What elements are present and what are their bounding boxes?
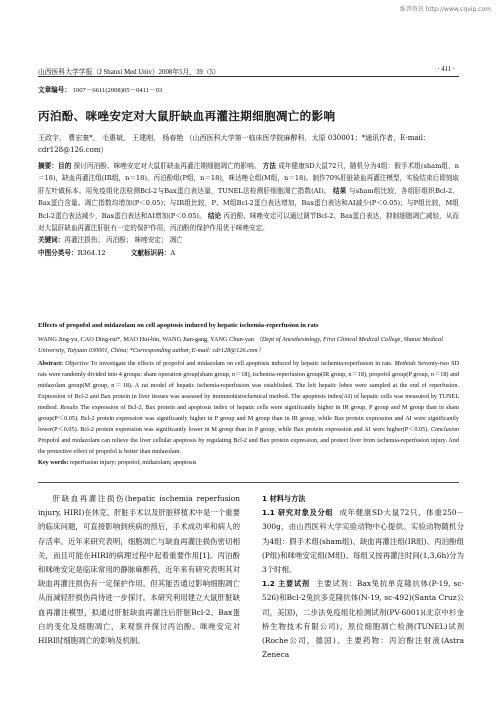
page-number: · 411 · xyxy=(437,66,455,73)
english-keywords-text: reperfusion injury; propofol; midazolam; apoptosis xyxy=(69,459,197,466)
english-author-names: WANG Jing-yu, CAO Ding-rui*, MAO Hui-bin, WANG Jian-gang, YANG Chun-yan xyxy=(38,336,254,343)
english-conclusion-label: Conclusion xyxy=(430,426,460,433)
article-number xyxy=(38,84,162,94)
subsection-heading-reagents: 1.2 主要试剂 xyxy=(262,579,310,589)
clc-value: R364.12 xyxy=(77,248,106,257)
journal-citation: 山西医科大学学报（J Shanxi Med Univ）2008年5月，39（5） xyxy=(38,69,220,76)
english-abstract xyxy=(38,358,459,468)
article-number-label: 文章编号： xyxy=(38,86,71,94)
keywords-text: 再灌注损伤； 丙泊酚； 咪唑安定； 凋亡 xyxy=(64,236,183,245)
english-conclusion-text: Propofol and midazolam can relieve the liver cellular apoptosis by regulating Bcl-2 and Bax protein expression, and protect liver from ischemia-reperfusion injury. And the protective effect of propofol is better than midazolam. xyxy=(38,437,459,455)
english-methods-text: Seventy-two SD rats were randomly divided into 4 groups: sham operation group(sham group, n＝18), ischemia-reperfusion group(IR group, n＝18), propofol group(P group, n＝18) and midazolam group(M group, n＝18). A rat model of hepatic ischemia-reperfusion was established. The left hepatic lobes were sampled at the end of reperfusion. Expression of Bcl-2 and Bax protein in liver tissues was assessed by immunohistochemical method. The apoptosis index(AI) of hepatic cells was measured by TUNEL method. xyxy=(38,360,460,411)
header-rule xyxy=(38,76,459,77)
english-objective-text: To investigate the effects of propofol and midazolam on cell apoptosis induced by hepatic ischemia-reperfusion in rats. xyxy=(90,360,393,367)
article-title: 丙泊酚、咪唑安定对大鼠肝缺血再灌注期细胞凋亡的影响 xyxy=(38,109,336,123)
author-names: 王政宇， 曹宏豪*， 毛惠斌， 王建刚， 杨春艳 xyxy=(38,134,184,142)
methods-label: 方法 xyxy=(262,162,276,170)
reagent-paragraph xyxy=(262,577,464,662)
running-header xyxy=(38,66,459,76)
clc-label: 中图分类号： xyxy=(38,248,78,257)
keywords-label: 关键词： xyxy=(38,236,65,245)
english-results-label: Results xyxy=(60,404,79,411)
objective-text: 探讨丙泊酚、咪唑安定对大鼠肝缺血再灌注期细胞凋亡的影响。 xyxy=(73,162,261,170)
methods-text: 成年健康SD大鼠72只，随机分为4组：假手术组(sham组，n＝18)，缺血再灌注组(IR组，n＝18)，丙泊酚组(P组，n＝18)，咪达唑仑组(M组，n＝18)。制作70%肝脏缺血再灌注模型，实验结束后即刻取肝左叶做标本。用免疫组化法检测Bcl-2与Bax蛋白表达量，TUNEL法检测肝细胞凋亡指数(AI)。 xyxy=(38,162,460,195)
abstract-divider xyxy=(38,482,459,483)
english-title: Effects of propofol and midazolam on cell apoptosis induced by hepatic ischemia-reperfusion in rats xyxy=(38,322,319,329)
abstract-label: 摘要： xyxy=(38,162,59,170)
author-affiliation: （山西医科大学第一临床医学院麻醉科，太原 030001；*通讯作者，E-mail：cdr128@126.com） xyxy=(38,134,430,154)
results-text: 与sham组比较，各组肝组织Bcl-2、Bax蛋白含量、凋亡指数均增加(P＜0.05)；与IR组比较，P、M组Bcl-2蛋白表达增加，Bax蛋白表达和AI减少(P＜0.05)；与P组比较，M组Bcl-2蛋白表达减少，Bax蛋白表达和AI增加(P＜0.05)。 xyxy=(38,186,459,220)
conclusion-text: 丙泊酚、咪唑安定可以通过调节Bcl-2、Bax蛋白表达，抑制细胞凋亡减轻，从而对大鼠肝缺血再灌注肝脏有一定的保护作用，丙泊酚的保护作用优于咪唑安定。 xyxy=(38,211,459,233)
watermark-stamp: 维普资讯 http://www.cqvip.com xyxy=(399,6,491,13)
english-abstract-label: Abstract: xyxy=(38,360,64,367)
english-objective-label: Objective xyxy=(65,360,89,367)
body-left-column xyxy=(38,492,240,648)
doc-code-value: A xyxy=(170,248,176,257)
objective-label: 目的 xyxy=(58,162,72,170)
english-results-text: The expression of Bcl-2, Bax protein and apoptosis index of hepatic cells were significantly higher in IR group, P group and M group than in sham group(P＜0.05). Bcl-2 protein expression was significantly higher in P group and M group than in IR group, while Bax protein expression and AI were significantly lower(P＜0.05). Bcl-2 protein expression was significantly lower in M group than in P group, while Bax protein expression and AI were higher(P＜0.05). xyxy=(38,404,460,433)
body-right-column xyxy=(262,492,464,662)
conclusion-label: 结论 xyxy=(207,211,222,220)
english-authors xyxy=(38,334,459,356)
english-methods-label: Methods xyxy=(394,360,416,367)
doc-code-label: 文献标识码： xyxy=(130,248,171,257)
section-heading-methods: 1 材料与方法 xyxy=(262,494,306,503)
english-keywords-label: Key words: xyxy=(38,459,69,466)
subject-paragraph xyxy=(262,506,464,577)
results-label: 结果 xyxy=(333,186,347,195)
subsection-heading-subjects: 1.1 研究对象及分组 xyxy=(262,508,334,518)
author-block xyxy=(38,132,459,156)
english-affiliation: （Dept of Anesthesiology, First Clinical Medical College, Shanxi Medical University, Taiyuan 030001, China; *Corresponding author, E-mail: cdr128@126.com） xyxy=(38,336,443,354)
intro-paragraph: 肝缺血再灌注损伤(hepatic ischemia reperfusion injury, HIRI)在休克、肝脏手术以及肝脏移植术中是一个重要的临床问题，可直接影响到疾病的预后，手术成功率和病人的存活率。近年来研究表明，细胞凋亡与缺血再灌注损伤密切相关，而且可能在HIRI的病理过程中起着重要作用[1]。丙泊酚和咪唑安定是临床常用的静脉麻醉药，近年来有研究表明其对缺血再灌注损伤有一定保护作用。但其能否通过影响细胞凋亡从而减轻肝损伤尚待进一步探讨。本研究利用建立大鼠肝脏缺血再灌注模型，拟通过肝脏缺血再灌注后肝脏Bcl-2、Bax蛋白的变化及细胞凋亡，来观察并探讨丙泊酚、咪唑安定对HIRI时细胞凋亡的影响及机制。 xyxy=(38,494,240,646)
subject-text: 成年健康SD大鼠72只，体重250－300g，由山西医科大学实验动物中心提供。实验动物随机分为4组：假手术组(sham组)、缺血再灌注组(IR组)、丙泊酚组(P组)和咪唑安定组(M组)。每组又按再灌注时间(1,3,6h)分为3个时相。 xyxy=(262,508,464,575)
reagent-text: 主要试剂：Bax兔抗单克隆抗体(P-19, sc-526)和Bcl-2兔抗多克隆抗体(N-19, sc-492)(Santa Cruz公司，美国)，二步法免疫组化检测试剂(PV-6001)(北京中杉金桥生物技术有限公司)，原位细胞凋亡检测(TUNEL)试剂(Roche公司，德国)。主要药物：丙泊酚注射液(Astra Zeneca xyxy=(262,579,464,660)
article-number-value: 1007－6611(2008)05－0411－03 xyxy=(72,87,163,94)
chinese-abstract xyxy=(38,160,459,259)
